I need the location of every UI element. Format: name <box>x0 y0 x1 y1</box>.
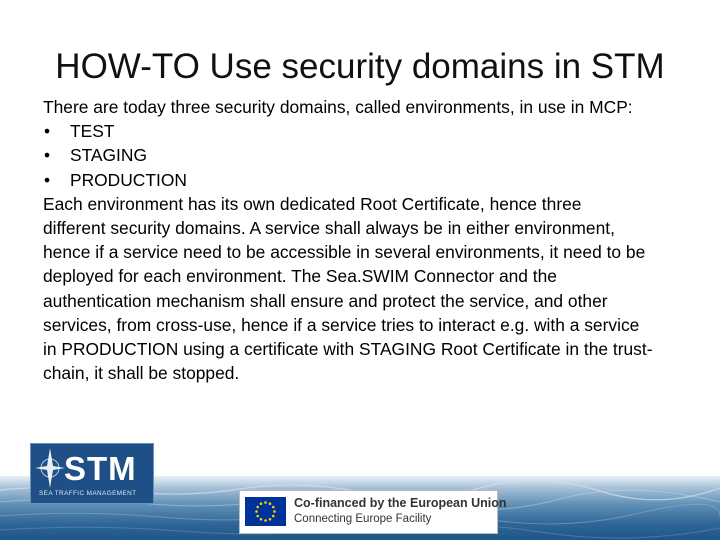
intro-text: There are today three security domains, called environments, in use in MCP: <box>43 97 633 117</box>
paragraph-line: Each environment has its own dedicated Root Certificate, hence three <box>43 193 582 214</box>
bullet-icon: • <box>44 169 51 190</box>
paragraph-line: deployed for each environment. The Sea.SWIM Connector and the <box>43 266 557 287</box>
eu-flag-icon <box>245 497 286 526</box>
stm-logo-text: STM <box>64 450 137 487</box>
paragraph-line: hence if a service need to be accessible in several environments, it need to be <box>43 242 646 263</box>
paragraph-line: authentication mechanism shall ensure and protect the service, and other <box>43 290 608 311</box>
stm-logo-subtitle: SEA TRAFFIC MANAGEMENT <box>39 490 137 497</box>
list-item-production: • PRODUCTION <box>43 168 683 192</box>
paragraph-line: services, from cross-use, hence if a service tries to interact e.g. with a service <box>43 314 640 335</box>
paragraph-line: chain, it shall be stopped. <box>43 363 240 384</box>
paragraph-line: in PRODUCTION using a certificate with STAGING Root Certificate in the trust- <box>43 339 653 360</box>
bullet-icon: • <box>44 145 51 166</box>
paragraph-line: different security domains. A service shall always be in either environment, <box>43 218 615 239</box>
eu-cofinance-text: Co-financed by the European Union <box>294 496 507 510</box>
environment-list <box>43 119 683 192</box>
stm-logo <box>30 443 154 504</box>
slide-body <box>43 95 683 385</box>
list-item-test: • TEST <box>43 119 683 143</box>
cef-text: Connecting Europe Facility <box>294 513 432 525</box>
eu-cofinance-badge <box>239 490 507 534</box>
bullet-icon: • <box>44 121 51 142</box>
compass-star-icon <box>33 446 67 490</box>
list-item-staging: • STAGING <box>43 143 683 167</box>
slide-title: HOW-TO Use security domains in STM <box>55 47 665 86</box>
